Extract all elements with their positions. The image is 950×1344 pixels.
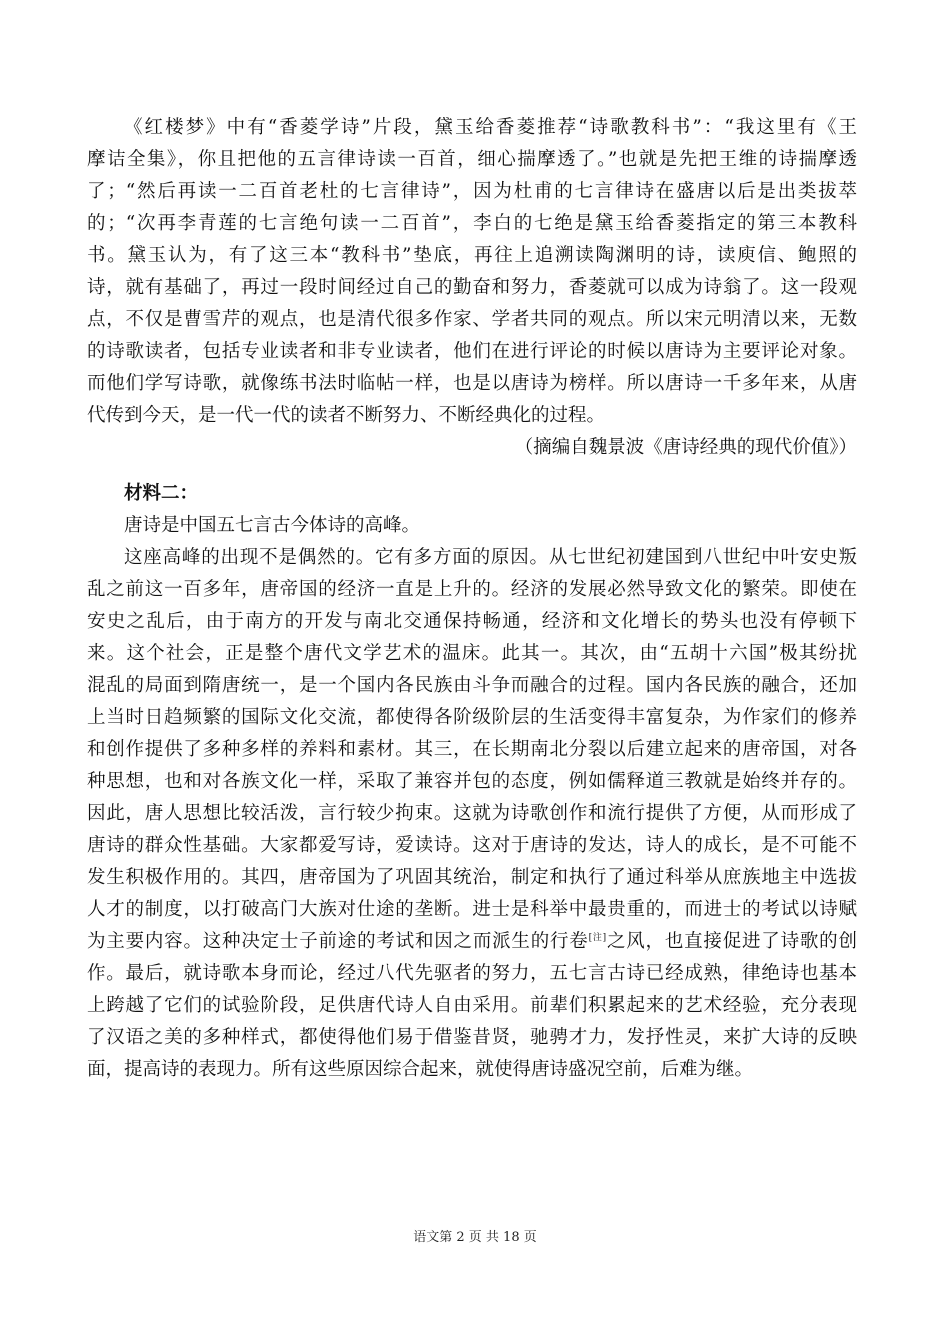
text-line: 混乱的局面到隋唐统一，是一个国内各民族由斗争而融合的过程。国内各民族的融合，还加 [87,675,857,696]
text-line: 因此，唐人思想比较活泼，言行较少拘束。这就为诗歌创作和流行提供了方便，从而形成了 [87,803,857,824]
text-line: 上当时日趋频繁的国际文化交流，都使得各阶级阶层的生活变得丰富复杂，为作家们的修养 [87,707,857,728]
material-two-paragraph [87,542,857,1086]
text-line: 摩诘全集》，你且把他的五言律诗读一百首，细心揣摩透了。”也就是先把王维的诗揣摩透 [87,149,857,170]
text-line: 了汉语之美的多种样式，都使得他们易于借鉴昔贤，驰骋才力，发抒性灵，来扩大诗的反映 [87,1027,857,1048]
text-line: 种思想，也和对各族文化一样，采取了兼容并包的态度，例如儒释道三教就是始终并存的。 [87,771,857,792]
text-line: 来。这个社会，正是整个唐代文学艺术的温床。此其一。其次，由“五胡十六国”极其纷扰 [87,643,857,664]
document-page [87,112,857,1086]
text-line: 《红楼梦》中有“香菱学诗”片段，黛玉给香菱推荐“诗歌教科书”：“我这里有《王 [124,117,857,138]
text-line: 安史之乱后，由于南方的开发与南北交通保持畅通，经济和文化增长的势头也没有停顿下 [87,611,857,632]
text-line: 代传到今天，是一代一代的读者不断努力、不断经典化的过程。 [87,405,606,426]
text-line: 诗，就有基础了，再过一段时间经过自己的勤奋和努力，香菱就可以成为诗翁了。这一段观 [87,277,857,298]
text-segment: 之风，也直接促进了诗歌的创 [606,931,857,952]
intro-line: 唐诗是中国五七言古今体诗的高峰。 [124,515,421,536]
text-line: 和创作提供了多种多样的养料和素材。其三，在长期南北分裂以后建立起来的唐帝国，对各 [87,739,857,760]
text-line: 面，提高诗的表现力。所有这些原因综合起来，就使得唐诗盛况空前，后难为继。 [87,1059,754,1080]
text-line: 作。最后，就诗歌本身而论，经过八代先驱者的努力，五七言古诗已经成熟，律绝诗也基本 [87,963,857,984]
text-segment: 为主要内容。这种决定士子前途的考试和因之而派生的行卷 [87,931,589,952]
text-line: 而他们学写诗歌，就像练书法时临帖一样，也是以唐诗为榜样。所以唐诗一千多年来，从唐 [87,373,857,394]
text-line: 乱之前这一百多年，唐帝国的经济一直是上升的。经济的发展必然导致文化的繁荣。即使在 [87,579,857,600]
text-line: 书。黛玉认为，有了这三本“教科书”垫底，再往上追溯读陶渊明的诗，读庾信、鲍照的 [87,245,857,266]
source-citation: （摘编自魏景波《唐诗经典的现代价值》） [514,437,857,458]
material-one-paragraph [87,112,857,432]
text-line: 发生积极作用的。其四，唐帝国为了巩固其统治，制定和执行了通过科举从庶族地主中选拔 [87,867,857,888]
text-line: 这座高峰的出现不是偶然的。它有多方面的原因。从七世纪初建国到八世纪中叶安史叛 [124,547,857,568]
text-line-with-note [87,926,857,958]
text-line: 的；“次再李青莲的七言绝句读一二百首”，李白的七绝是黛玉给香菱指定的第三本教科 [87,213,857,234]
text-line: 唐诗的群众性基础。大家都爱写诗，爱读诗。这对于唐诗的发达，诗人的成长，是不可能不 [87,835,857,856]
section-heading: 材料二： [124,483,199,504]
text-line: 上跨越了它们的试验阶段，足供唐代诗人自由采用。前辈们积累起来的艺术经验，充分表现 [87,995,857,1016]
text-line: 了；“然后再读一二百首老杜的七言律诗”，因为杜甫的七言律诗在盛唐以后是出类拔萃 [87,181,857,202]
text-line: 点，不仅是曹雪芹的观点，也是清代很多作家、学者共同的观点。所以宋元明清以来，无数 [87,309,857,330]
footnote-marker: [注] [588,932,607,943]
text-line: 的诗歌读者，包括专业读者和非专业读者，他们在进行评论的时候以唐诗为主要评论对象。 [87,341,857,362]
text-line: 人才的制度，以打破高门大族对仕途的垄断。进士是科举中最贵重的，而进士的考试以诗赋 [87,899,857,920]
page-footer: 语文第 2 页 共 18 页 [413,1230,537,1245]
